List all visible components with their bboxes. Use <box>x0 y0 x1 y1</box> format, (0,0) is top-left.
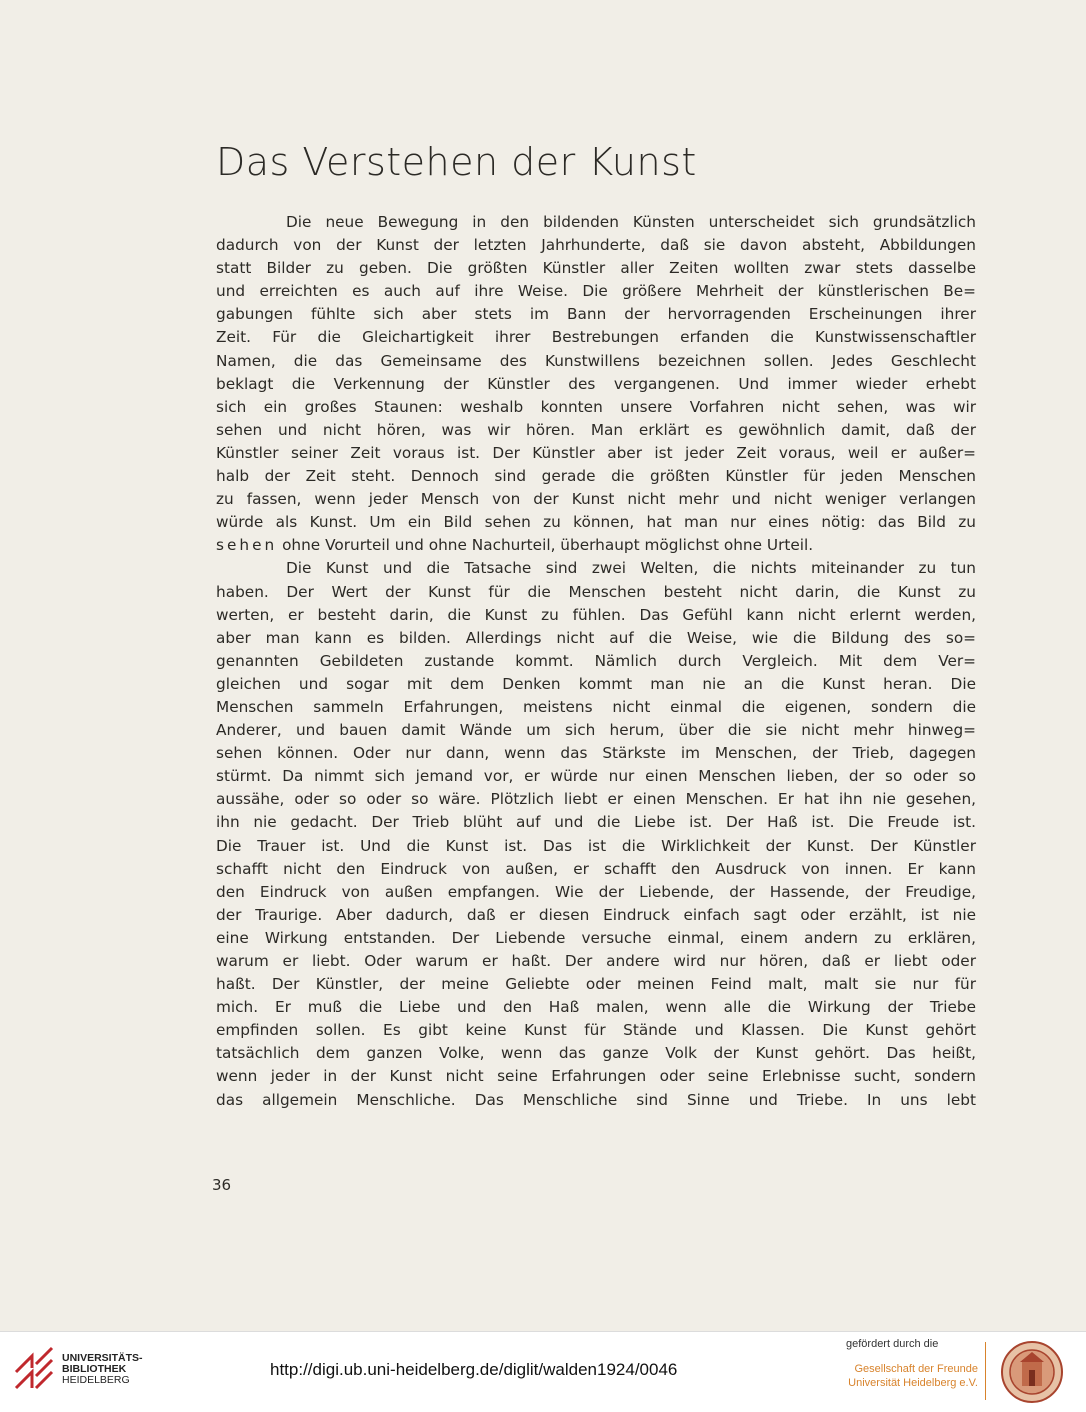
page-number: 36 <box>212 1176 232 1194</box>
permalink-url[interactable]: http://digi.ub.uni-heidelberg.de/diglit/walden1924/0046 <box>270 1360 678 1379</box>
text-line: schafft nicht den Eindruck von außen, er schafft den Ausdruck von innen. Er kann <box>216 859 976 878</box>
text-line <box>216 534 976 557</box>
text-line: haben. Der Wert der Kunst für die Menschen besteht nicht darin, die Kunst zu <box>216 582 976 601</box>
text-line: aber man kann es bilden. Allerdings nicht auf die Weise, wie die Bildung des so= <box>216 628 976 647</box>
sponsor-line: Universität Heidelberg e.V. <box>848 1377 978 1389</box>
body-text <box>216 211 976 1112</box>
text-line: zu fassen, wenn jeder Mensch von der Kunst nicht mehr und nicht weniger verlangen <box>216 490 976 509</box>
text-line: der Traurige. Aber dadurch, daß er diesen Eindruck einfach sagt oder erzählt, ist nie <box>216 905 976 924</box>
text-line: Die Trauer ist. Und die Kunst ist. Das ist die Wirklichkeit der Kunst. Der Künstler <box>216 836 976 855</box>
text-line: wenn jeder in der Kunst nicht seine Erfahrungen oder seine Erlebnisse sucht, sondern <box>216 1067 976 1086</box>
text-line: stürmt. Da nimmt sich jemand vor, er würde nur einen Menschen lieben, der so oder so <box>216 767 976 786</box>
text-line: gabungen fühlte sich aber stets im Bann der hervorragenden Erscheinungen ihrer <box>216 305 976 324</box>
text-line: sehen und nicht hören, was wir hören. Man erklärt es gewöhnlich damit, daß der <box>216 420 976 439</box>
text-line: eine Wirkung entstanden. Der Liebende versuche einmal, einem andern zu erklären, <box>216 928 976 947</box>
sponsor-name[interactable] <box>848 1362 978 1390</box>
sponsor-intro: gefördert durch die <box>846 1338 939 1350</box>
text-line: Künstler seiner Zeit voraus ist. Der Künstler aber ist jeder Zeit voraus, weil er außer= <box>216 443 976 462</box>
library-logo-icon[interactable] <box>12 1346 58 1392</box>
text-line: halb der Zeit steht. Dennoch sind gerade die größten Künstler für jeden Menschen <box>216 467 976 486</box>
text-line: haßt. Der Künstler, der meine Geliebte oder meinen Feind malt, malt sie nur für <box>216 975 976 994</box>
divider <box>985 1342 986 1400</box>
text-line: werten, er besteht darin, die Kunst zu fühlen. Das Gefühl kann nicht erlernt werden, <box>216 605 976 624</box>
text-line: sich ein großes Staunen: weshalb konnten unsere Vorfahren nicht sehen, was wir <box>216 397 976 416</box>
text-line: Zeit. Für die Gleichartigkeit ihrer Bestrebungen erfanden die Kunstwissenschaftler <box>216 328 976 347</box>
text-line: tatsächlich dem ganzen Volke, wenn das ganze Volk der Kunst gehört. Das heißt, <box>216 1044 976 1063</box>
library-name[interactable] <box>62 1353 143 1386</box>
text-line: empfinden sollen. Es gibt keine Kunst für Stände und Klassen. Die Kunst gehört <box>216 1021 976 1040</box>
text-line: Namen, die das Gemeinsame des Kunstwillens bezeichnen sollen. Jedes Geschlecht <box>216 351 976 370</box>
library-name-line: HEIDELBERG <box>62 1374 130 1386</box>
text-line: dadurch von der Kunst der letzten Jahrhunderte, daß sie davon absteht, Abbildungen <box>216 236 976 255</box>
text-line: mich. Er muß die Liebe und den Haß malen, wenn alle die Wirkung der Triebe <box>216 998 976 1017</box>
sponsor-line: Gesellschaft der Freunde <box>854 1363 978 1375</box>
text-line: genannten Gebildeten zustande kommt. Nämlich durch Vergleich. Mit dem Ver= <box>216 651 976 670</box>
text-line: sehen können. Oder nur dann, wenn das Stärkste im Menschen, der Trieb, dagegen <box>216 744 976 763</box>
text-line: Menschen sammeln Erfahrungen, meistens nicht einmal die eigenen, sondern die <box>216 697 976 716</box>
text-line: ihn nie gedacht. Der Trieb blüht auf und die Liebe ist. Der Haß ist. Die Freude ist. <box>216 813 976 832</box>
text-line: würde als Kunst. Um ein Bild sehen zu können, hat man nur eines nötig: das Bild zu <box>216 513 976 532</box>
digitization-footer <box>0 1331 1086 1412</box>
library-name-line: UNIVERSITÄTS- <box>62 1352 143 1364</box>
text-line: gleichen und sogar mit dem Denken kommt man nie an die Kunst heran. Die <box>216 674 976 693</box>
text-line: Anderer, und bauen damit Wände um sich herum, über die sie nicht mehr hinweg= <box>216 721 976 740</box>
text-line-rest: ohne Vorurteil und ohne Nachurteil, überhaupt möglichst ohne Urteil. <box>282 536 814 555</box>
text-line: statt Bilder zu geben. Die größten Künstler aller Zeiten wollten zwar stets dasselbe <box>216 259 976 278</box>
text-line: und erreichten es auch auf ihre Weise. Die größere Mehrheit der künstlerischen Be= <box>216 282 976 301</box>
text-line: Die Kunst und die Tatsache sind zwei Welten, die nichts miteinander zu tun <box>286 559 976 578</box>
emphasized-word: sehen <box>216 536 278 555</box>
text-line: das allgemein Menschliche. Das Menschliche sind Sinne und Triebe. In uns lebt <box>216 1090 976 1109</box>
text-line: warum er liebt. Oder warum er haßt. Der andere wird nur hören, daß er liebt oder <box>216 952 976 970</box>
university-seal-icon <box>1000 1340 1064 1404</box>
text-line: den Eindruck von außen empfangen. Wie der Liebende, der Hassende, der Freudige, <box>216 882 976 901</box>
text-line: Die neue Bewegung in den bildenden Künsten unterscheidet sich grundsätzlich <box>286 213 976 231</box>
library-name-line: BIBLIOTHEK <box>62 1363 127 1375</box>
text-line: aussähe, oder so oder so wäre. Plötzlich liebt er einen Menschen. Er hat ihn nie gesehen, <box>216 790 976 809</box>
page-title: Das Verstehen der Kunst <box>216 140 697 184</box>
text-line: beklagt die Verkennung der Künstler des vergangenen. Und immer wieder erhebt <box>216 374 976 393</box>
